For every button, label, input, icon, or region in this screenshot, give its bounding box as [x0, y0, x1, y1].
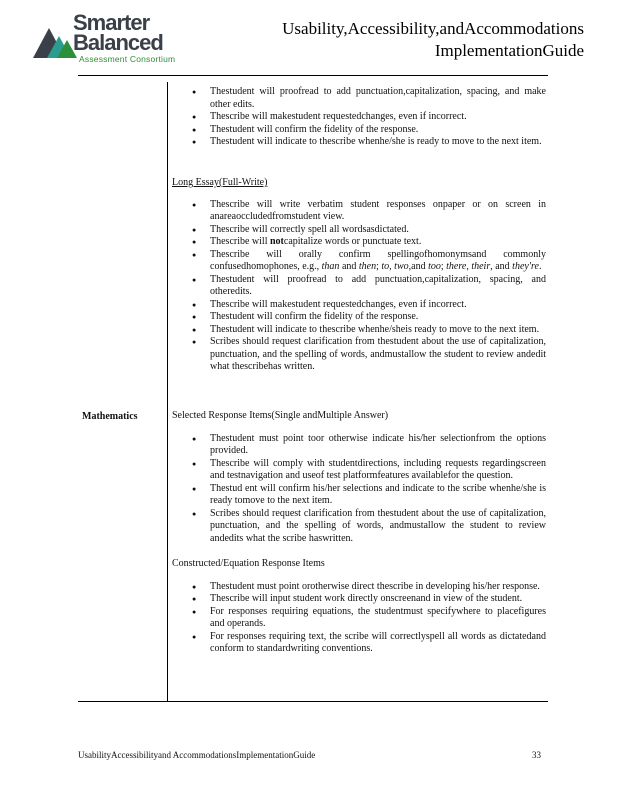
header-divider	[78, 75, 548, 76]
top-section	[172, 86, 546, 149]
list-item: ● Thestudent will proofread to add punctuation,capitalization, spacing, and make other edits.	[210, 86, 546, 111]
list-item: ● Thescribe will makestudent requestedchanges, even if incorrect.	[210, 111, 546, 124]
list-item: ● Thestudent must point toor otherwise indicate his/her selectionfrom the options provided.	[210, 433, 546, 458]
list-item: ● Thescribe will orally confirm spellingofhomonymsand commonly confusedhomophones, e.g., than and then; to, two,and too; there, their, and they're.	[210, 249, 546, 274]
accommodations-table	[78, 82, 548, 702]
list-item: ● Thescribe will notcapitalize words or punctuate text.	[210, 236, 546, 249]
long-essay-heading: Long Essay(Full-Write)	[172, 177, 268, 188]
logo-subtitle: Assessment Consortium	[79, 54, 176, 64]
title-line-2: ImplementationGuide	[434, 41, 584, 60]
table-bottom-border	[78, 701, 548, 702]
document-title	[282, 18, 584, 62]
list-item: ● Scribes should request clarification from thestudent about the use of capitalization, punctuation, and the spelling of words, andmustallow the student to review andedit what thescribehas written.	[210, 336, 546, 374]
long-essay-bullets	[172, 199, 546, 374]
list-item: ● Thestudent will confirm the fidelity of the response.	[210, 311, 546, 324]
list-item: ● Thescribe will makestudent requestedchanges, even if incorrect.	[210, 299, 546, 312]
logo-triangles-icon	[33, 14, 77, 58]
list-item: ● Thestudent will indicate to thescribe whenhe/sheis ready to move to the next item.	[210, 324, 546, 337]
selected-response-bullets	[172, 433, 546, 546]
list-item: ● Thestudent will indicate to thescribe whenhe/she is ready to move to the next item.	[210, 136, 546, 149]
title-line-1: Usability,Accessibility,andAccommodations	[282, 19, 584, 38]
list-item: ● For responses requiring text, the scribe will correctlyspell all words as dictatedand conform to standardwriting conventions.	[210, 631, 546, 656]
mathematics-section	[172, 410, 546, 656]
list-item: ● Thescribe will input student work directly onscreenand in view of the student.	[210, 593, 546, 606]
list-item: ● Scribes should request clarification from thestudent about the use of capitalization, punctuation, and the spelling of words, andmustallow the student to review andedits what the scribe haswritten.	[210, 508, 546, 546]
constructed-response-heading: Constructed/Equation Response Items	[172, 558, 325, 569]
list-item: ● Thestudent will confirm the fidelity of the response.	[210, 124, 546, 137]
list-item: ● Thestud ent will confirm his/her selections and indicate to the scribe whenhe/she is ready tomove to the next item.	[210, 483, 546, 508]
page-number: 33	[532, 750, 541, 760]
list-item: ● Thestudent will proofread to add punctuation,capitalization, spacing, and otheredits.	[210, 274, 546, 299]
column-divider	[167, 82, 168, 702]
long-essay-section	[172, 177, 546, 374]
selected-response-heading: Selected Response Items(Single andMultiple Answer)	[172, 410, 389, 421]
logo-word-smarter: Smarter	[73, 10, 150, 35]
row-label-mathematics: Mathematics	[82, 411, 138, 422]
constructed-response-bullets	[172, 581, 546, 656]
list-item: ● Thestudent must point orotherwise direct thescribe in developing his/her response.	[210, 581, 546, 594]
page-header	[0, 0, 618, 78]
footer-text: UsabilityAccessibilityand AccommodationsImplementationGuide	[78, 750, 316, 760]
logo-word-balanced: Balanced	[73, 30, 163, 55]
list-item: ● Thescribe will write verbatim student responses onpaper or on screen in anareaoccludedfromstudent view.	[210, 199, 546, 224]
smarter-balanced-logo	[33, 12, 193, 64]
list-item: ● Thescribe will correctly spell all wordsasdictated.	[210, 224, 546, 237]
top-bullets	[172, 86, 546, 149]
list-item: ● Thescribe will comply with studentdirections, including requests regardingscreen and testnavigation and useof test platformfeatures availablefor the question.	[210, 458, 546, 483]
list-item: ● For responses requiring equations, the studentmust specifywhere to placefigures and operands.	[210, 606, 546, 631]
